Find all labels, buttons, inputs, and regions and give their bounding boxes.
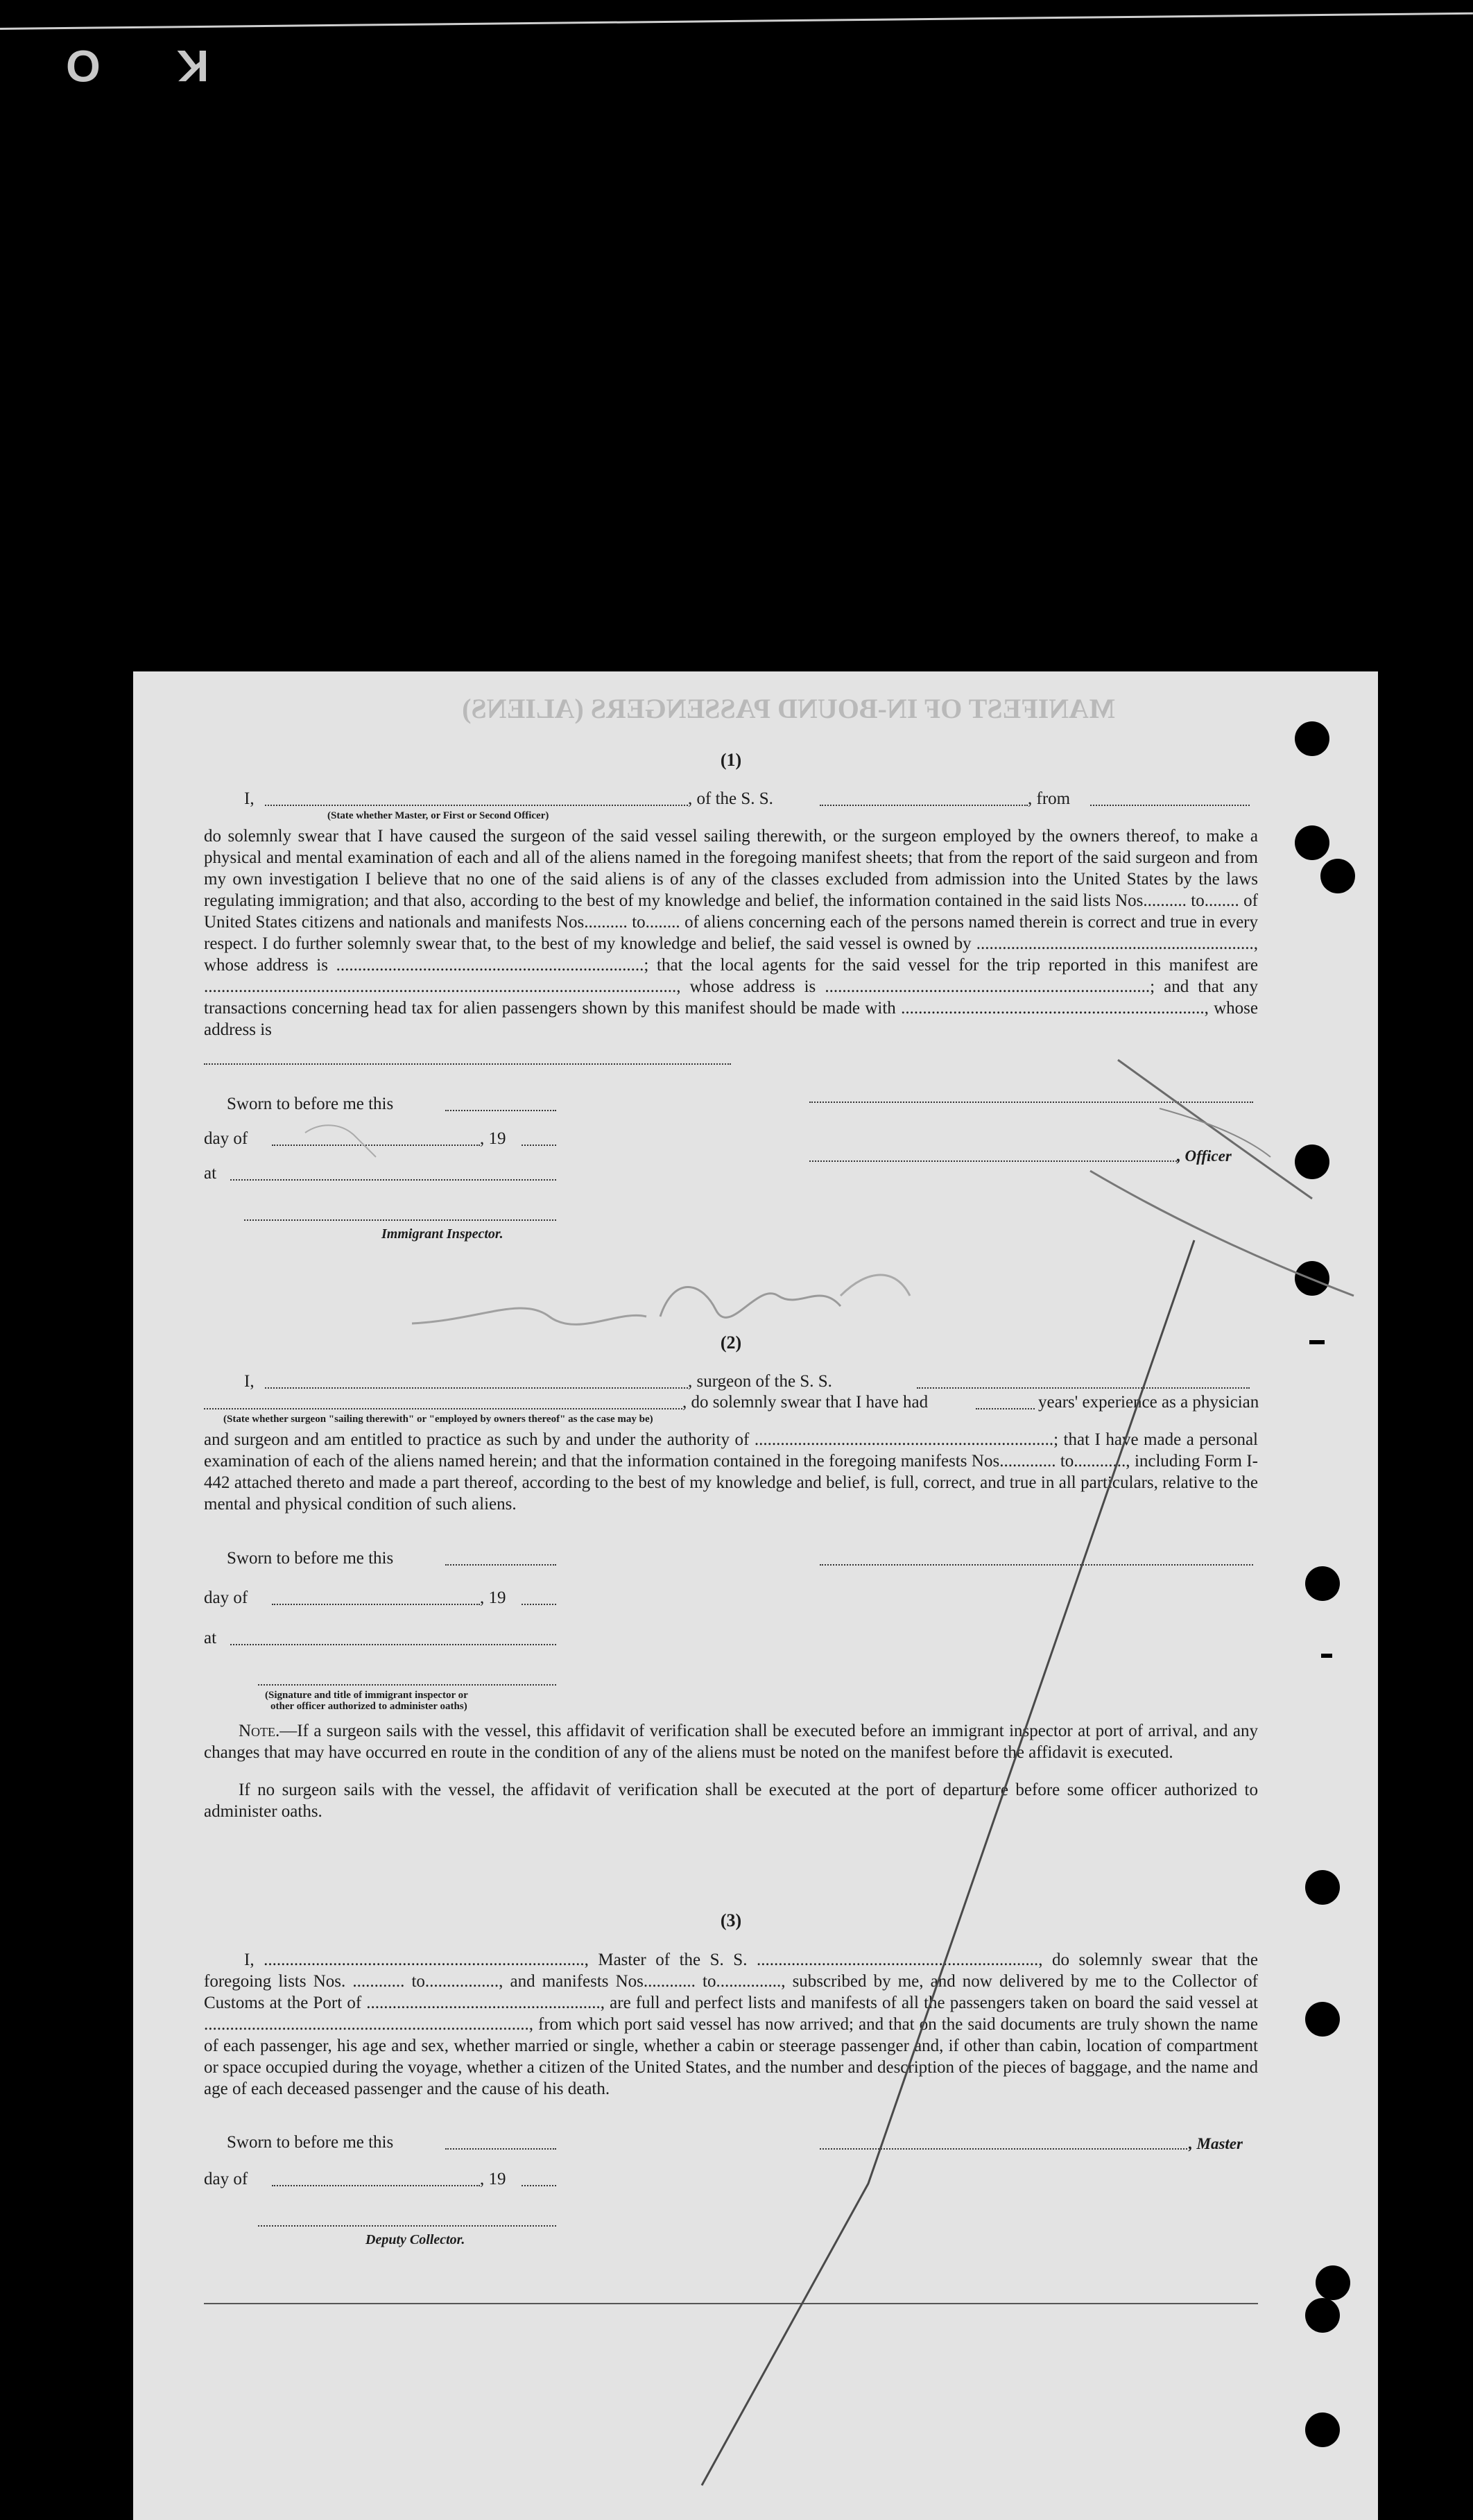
s1-at-label: at <box>204 1164 217 1183</box>
s2-note-label: Note. <box>239 1722 280 1740</box>
s2-note-paragraph <box>204 1720 1258 1763</box>
s3-master-label: , Master <box>1189 2135 1243 2152</box>
edge-speck <box>1309 1340 1325 1344</box>
faint-initials-mark <box>305 1125 376 1157</box>
punch-hole <box>1305 2002 1340 2037</box>
s1-oath-paragraph <box>204 825 1258 1040</box>
s2-at-line <box>230 1644 556 1645</box>
bleed-through-heading: MANIFEST OF IN-BOUND PASSENGERS (ALIENS) <box>462 693 1115 724</box>
manifest-back-page <box>133 671 1378 2520</box>
s1-year-label: , 19 <box>480 1129 506 1148</box>
s1-sworn-label: Sworn to before me this <box>227 1095 394 1113</box>
s3-sworn-date-line <box>445 2148 556 2150</box>
punch-hole <box>1305 1870 1340 1905</box>
s2-note-text-2: If no surgeon sails with the vessel, the affidavit of verification shall be executed at the port of departure before some officer authorized to administer oaths. <box>204 1781 1258 1821</box>
s1-oath-text: do solemnly swear that I have caused the surgeon of the said vessel sailing therewith, or the surgeon employed by the owners thereof, to make a physical and mental examination of each and all of the aliens named in the foregoing manifest sheets; that from the report of the said surgeon and from my own investigation I believe that no one of the said aliens is of any of the classes excluded from admission into the United States by the laws regulating immigration; and that also, according to the best of my knowledge and belief, the information contained in the said lists Nos.......... to........ of United States citizens and nationals and manifests Nos.......... to........ of aliens concerning each of the persons named therein is correct and true in every respect. I do further solemnly swear that, to the best of my knowledge and belief, the said vessel is owned by ................................................................, whose address is .......................................................................; that the local agents for the said vessel for the trip reported in this manifest are ............................................................................................................., whose address is ...........................................................................; and that any transactions concerning head tax for alien passengers shown by this manifest should be made with ......................................................................, whose address is <box>204 827 1258 1039</box>
s2-capacity-caption: (State whether surgeon "sailing therewith" or "employed by owners thereof" as the case may be) <box>223 1414 653 1425</box>
punch-hole <box>1320 859 1355 893</box>
s2-line1-mid: , surgeon of the S. S. <box>688 1372 832 1391</box>
s1-day-line <box>272 1145 480 1146</box>
s3-day-line <box>272 2185 480 2186</box>
s2-years-line <box>976 1408 1035 1409</box>
s3-sworn-label: Sworn to before me this <box>227 2133 394 2152</box>
scanner-edge-line <box>0 12 1473 30</box>
s2-surgeon-name-line <box>265 1387 688 1389</box>
s1-day-label: day of <box>204 1129 248 1148</box>
s1-at-line <box>230 1179 556 1181</box>
s2-vessel-line <box>917 1387 1250 1389</box>
s1-officer-name-line <box>265 805 688 806</box>
s2-year-label: , 19 <box>480 1588 506 1607</box>
punch-hole <box>1295 825 1329 860</box>
margin-mark-right: K <box>177 41 209 91</box>
s2-oath-paragraph <box>204 1429 1258 1515</box>
s1-year-line <box>522 1145 556 1146</box>
s2-oath-text: and surgeon and am entitled to practice as such by and under the authority of .....................................................................; that I have made a personal examination of each of the aliens named herein; and that the information contained in the foregoing manifests Nos............. to............, including Form I-442 attached thereto and made a part thereof, according to the best of my knowledge and belief, is full, correct, and true in all particulars, relative to the mental and physical condition of such aliens. <box>204 1430 1258 1514</box>
punch-hole <box>1295 721 1329 756</box>
s3-day-label: day of <box>204 2170 248 2188</box>
diagonal-cancel-stroke <box>702 1240 1194 2485</box>
s2-note-text: —If a surgeon sails with the vessel, this affidavit of verification shall be executed before an immigrant inspector at port of arrival, and any changes that may have occurred en route in the condition of any of the aliens must be noted on the manifest before the affidavit is executed. <box>204 1722 1258 1762</box>
s1-inspector-line <box>244 1219 556 1221</box>
bleed-through-text <box>286 687 1291 728</box>
s1-line1-end: , from <box>1028 789 1071 808</box>
punch-hole <box>1305 2412 1340 2447</box>
bottom-rule <box>204 2303 1258 2304</box>
s1-sworn-date-line <box>445 1110 556 1111</box>
s3-oath-text: I, .........................................................................., Master of the S. S. ................................................................., do solemnly swear that the foregoing lists Nos. ............ to................., and manifests Nos............ to..............., subscribed by me, and now delivered by me to the Collector of Customs at the Port of ......................................................, are full and perfect lists and manifests of all the passengers taken on board the said vessel at ..........................................................................., from which port said vessel has now arrived; and that on the said documents are truly shown the name of each passenger, his age and sex, whether married or single, whether a cabin or steerage passenger and, if other than cabin, location of compartment or space occupied during the voyage, whether a citizen of the United States, and the number and description of the pieces of baggage, and the name and age of each deceased passenger and the cause of his death. <box>204 1951 1258 2098</box>
s2-inspector-line <box>258 1684 556 1686</box>
s2-signature-line <box>820 1564 1253 1566</box>
s2-sworn-date-line <box>445 1564 556 1566</box>
s2-line1-start: I, <box>244 1372 255 1391</box>
s2-day-label: day of <box>204 1588 248 1607</box>
s1-inspector-label: Immigrant Inspector. <box>381 1226 503 1242</box>
punch-hole <box>1316 2265 1350 2300</box>
s1-officer-caption: (State whether Master, or First or Second Officer) <box>327 810 549 821</box>
s2-at-label: at <box>204 1629 217 1647</box>
s2-signature-caption-1: (Signature and title of immigrant inspector or <box>265 1690 468 1701</box>
s3-collector-line <box>258 2225 556 2227</box>
faint-signature-scrawl <box>412 1308 646 1324</box>
punch-hole <box>1305 1566 1340 1601</box>
s1-officer-label: , Officer <box>1177 1147 1232 1165</box>
s2-signature-caption-2: other officer authorized to administer oaths) <box>270 1701 467 1712</box>
margin-mark-left: O <box>66 41 101 91</box>
s1-vessel-line <box>820 805 1028 806</box>
punch-hole <box>1305 2298 1340 2333</box>
s3-master-signature-line <box>820 2148 1187 2150</box>
s2-note-paragraph-2 <box>204 1779 1258 1822</box>
faint-signature-scrawl <box>841 1275 910 1296</box>
edge-speck <box>1321 1654 1332 1658</box>
section-1-number: (1) <box>720 750 742 770</box>
diagonal-pencil-mark <box>1118 1060 1312 1199</box>
faint-signature-scrawl <box>660 1287 841 1318</box>
s3-year-line <box>522 2185 556 2186</box>
section-3-number: (3) <box>720 1910 742 1930</box>
section-2-number: (2) <box>720 1332 742 1353</box>
s1-signature-line <box>809 1102 1253 1103</box>
s3-collector-label: Deputy Collector. <box>365 2232 465 2247</box>
punch-hole <box>1295 1261 1329 1296</box>
s3-year-label: , 19 <box>480 2170 506 2188</box>
s2-line2-end: years' experience as a physician <box>1038 1393 1259 1412</box>
s1-address-continuation-line <box>204 1063 731 1065</box>
s1-officer-line <box>809 1160 1177 1162</box>
s2-day-line <box>272 1604 480 1605</box>
s2-sworn-label: Sworn to before me this <box>227 1549 394 1568</box>
s1-line1-start: I, <box>244 789 255 808</box>
s2-capacity-line <box>204 1408 682 1409</box>
s3-oath-paragraph <box>204 1949 1258 2100</box>
punch-hole <box>1295 1145 1329 1179</box>
s1-from-line <box>1090 805 1250 806</box>
s2-year-line <box>522 1604 556 1605</box>
s2-line2-mid: , do solemnly swear that I have had <box>682 1393 929 1412</box>
s1-line1-mid: , of the S. S. <box>688 789 773 808</box>
